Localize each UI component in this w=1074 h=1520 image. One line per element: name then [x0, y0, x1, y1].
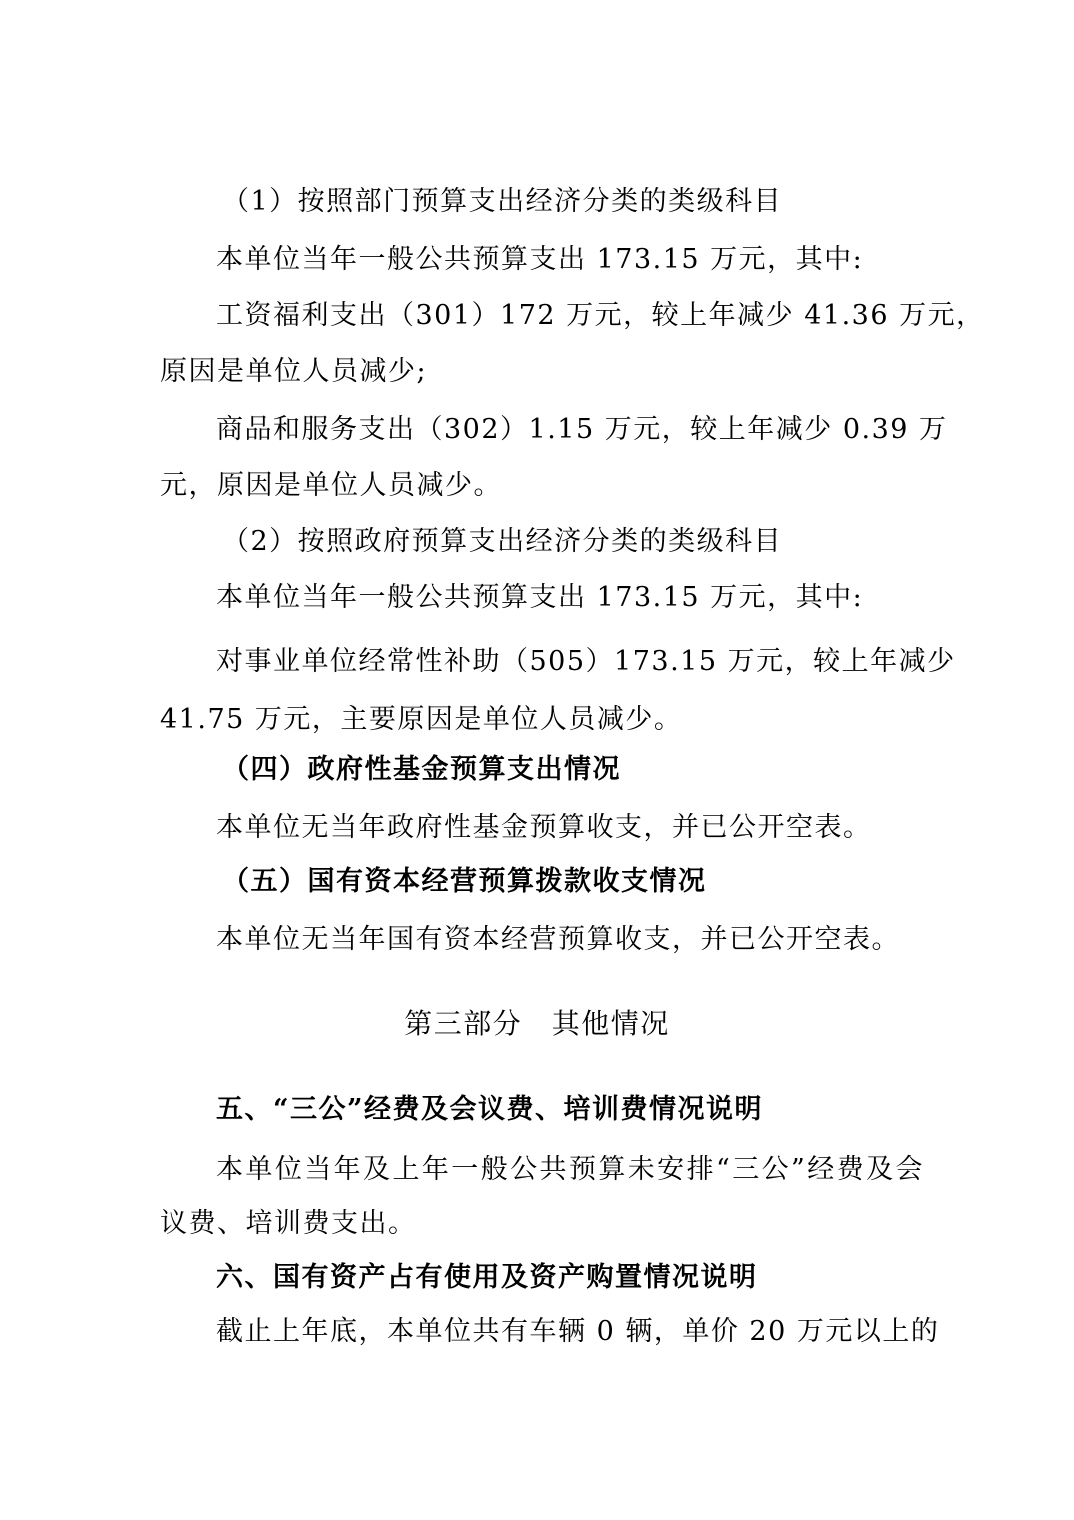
paragraph-line: 工资福利支出（301）172 万元，较上年减少 41.36 万元，: [216, 300, 985, 331]
subsection-heading-1: （1）按照部门预算支出经济分类的类级科目: [222, 186, 783, 217]
paragraph-line: 41.75 万元，主要原因是单位人员减少。: [160, 704, 683, 735]
paragraph-line: 议费、培训费支出。: [160, 1208, 417, 1239]
part-title: 第三部分 其他情况: [404, 1007, 670, 1040]
paragraph-line: 本单位无当年国有资本经营预算收支，并已公开空表。: [216, 924, 900, 955]
section-heading-4: （四）政府性基金预算支出情况: [222, 754, 621, 785]
section-heading-five: 五、“三公”经费及会议费、培训费情况说明: [216, 1094, 764, 1125]
paragraph-line: 截止上年底，本单位共有车辆 0 辆，单价 20 万元以上的: [216, 1316, 940, 1347]
section-heading-5: （五）国有资本经营预算拨款收支情况: [222, 866, 707, 897]
paragraph-line: 商品和服务支出（302）1.15 万元，较上年减少 0.39 万: [216, 414, 948, 445]
paragraph-line: 本单位当年一般公共预算支出 173.15 万元，其中:: [216, 244, 864, 275]
section-heading-six: 六、国有资产占有使用及资产购置情况说明: [216, 1262, 758, 1293]
paragraph-line: 本单位当年一般公共预算支出 173.15 万元，其中:: [216, 582, 864, 613]
subsection-heading-2: （2）按照政府预算支出经济分类的类级科目: [222, 526, 783, 557]
paragraph-line: 对事业单位经常性补助（505）173.15 万元，较上年减少: [216, 646, 956, 677]
paragraph-line: 本单位无当年政府性基金预算收支，并已公开空表。: [216, 812, 872, 843]
paragraph-line: 本单位当年及上年一般公共预算未安排“三公”经费及会: [216, 1154, 924, 1185]
paragraph-line: 元，原因是单位人员减少。: [160, 470, 502, 501]
paragraph-line: 原因是单位人员减少;: [160, 356, 428, 387]
